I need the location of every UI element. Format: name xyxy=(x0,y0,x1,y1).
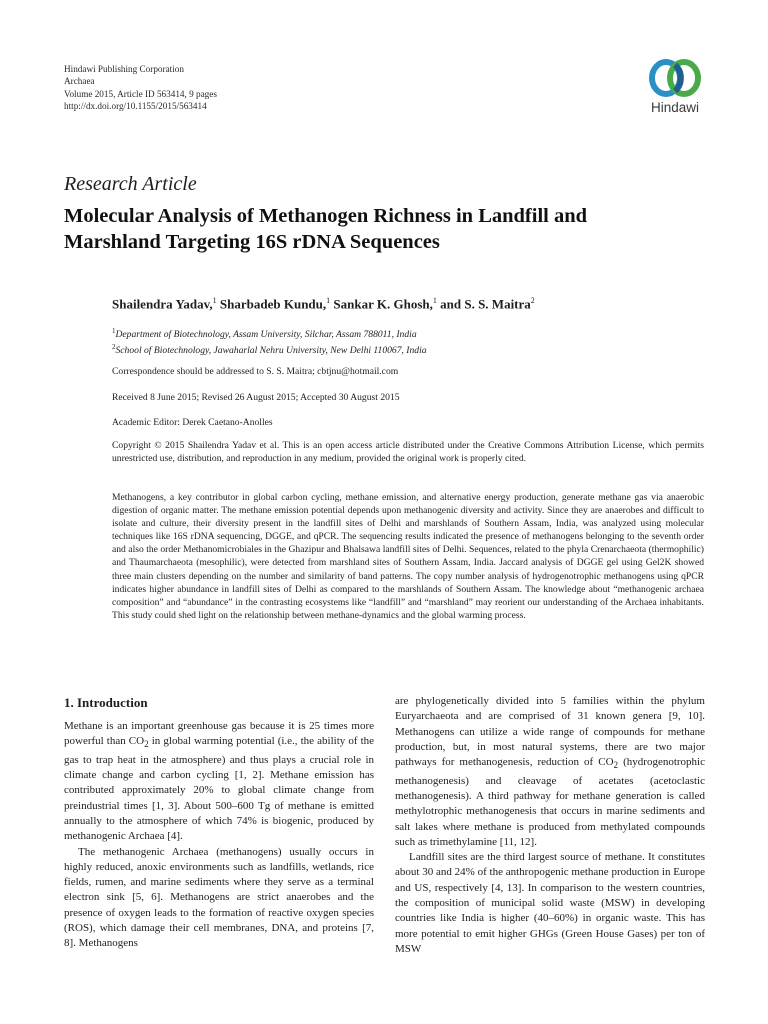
academic-editor: Academic Editor: Derek Caetano-Anolles xyxy=(112,417,273,428)
paragraph-text: (hydrogenotrophic methanogenesis) and cleavage of acetates (acetoclastic methanogenesis). A third pathway for methane generation is called methylotrophic methanogenesis that occurs in marine sediments and salt lakes where methane is produced from methylated compounds such as trimethylamine [11, 12]. xyxy=(395,756,705,848)
journal-header xyxy=(64,63,217,113)
affil-text: Department of Biotechnology, Assam University, Silchar, Assam 788011, India xyxy=(115,329,417,341)
left-column xyxy=(64,694,374,952)
paragraph-text: Methane is an important greenhouse gas because it is 25 times more powerful than CO xyxy=(64,720,374,748)
author-affil-mark: 2 xyxy=(530,296,535,305)
hindawi-logo-icon xyxy=(632,56,718,100)
correspondence: Correspondence should be addressed to S. S. Maitra; cbtjnu@hotmail.com xyxy=(112,366,399,377)
article-dates: Received 8 June 2015; Revised 26 August 2015; Accepted 30 August 2015 xyxy=(112,392,400,403)
author-list xyxy=(112,296,535,312)
affiliations xyxy=(112,325,427,357)
author-affil-mark: 1 xyxy=(212,296,217,305)
affil-text: School of Biotechnology, Jawaharlal Nehru University, New Delhi 110067, India xyxy=(115,345,427,357)
affiliation xyxy=(112,325,427,341)
author-affil-mark: 1 xyxy=(326,296,331,305)
paragraph: The methanogenic Archaea (methanogens) usually occurs in highly reduced, anoxic environments such as landfills, wetlands, rice fields, rumen, and marine sediments where they serve as a terminal electron sink [5, 6]. Methanogens are strict anaerobes and the presence of oxygen leads to the formation of reactive oxygen species (ROS), which damage their cell membranes, DNA, and proteins [7, 8]. Methanogens xyxy=(64,845,374,950)
publisher-name: Hindawi Publishing Corporation xyxy=(64,64,184,74)
subscript: 2 xyxy=(613,760,619,771)
article-title xyxy=(64,203,714,255)
title-line: Marshland Targeting 16S rDNA Sequences xyxy=(64,231,440,253)
paragraph-text: in global warming potential (i.e., the ability of the gas to trap heat in the atmosphere) and thus plays a crucial role in climate change and carbon cycling [1, 2]. Methane emission has contributed approximately 20% to global climate change from preindustrial times [1, 3]. About 500–600 Tg of methane is emitted annually to the atmosphere of which 74% is biogenic, produced by methanogenic Archaea [4]. xyxy=(64,735,375,843)
journal-name: Archaea xyxy=(64,76,95,87)
author-name: and S. S. Maitra xyxy=(440,296,531,312)
article-type: Research Article xyxy=(64,173,197,195)
title-line: Molecular Analysis of Methanogen Richness in Landfill and xyxy=(64,205,588,227)
subscript: 2 xyxy=(144,739,149,750)
right-column xyxy=(395,694,705,957)
paragraph-text: are phylogenetically divided into 5 families within the phylum Euryarchaeota and are comprised of 31 known genera [9, 10]. Methanogens can utilize a wide range of compounds for methane production, but, in most natural systems, there are two major pathways for methanogenesis, reduction of CO xyxy=(395,695,705,769)
paragraph xyxy=(64,719,374,845)
author-name: Shailendra Yadav, xyxy=(112,296,213,312)
section-heading: 1. Introduction xyxy=(64,695,148,710)
abstract: Methanogens, a key contributor in global carbon cycling, methane emission, and alternative energy production, generate methane gas via anaerobic digestion of organic matter. The methane emission potential depends upon methanogenic diversity and activity. Since they are anaerobes and difficult to isolate and culture, their diversity present in the landfill sites of Delhi and marshlands of Southern Assam, India, was analyzed using molecular techniques like 16S rDNA sequencing, DGGE, and qPCR. The sequencing results indicated the presence of methanogens belonging to the seventh order and also the order Methanomicrobiales in the Ghazipur and Bhalsawa landfill sites of Delhi. Sequences, related to the phyla Crenarchaeota (thermophilic) and Thaumarchaeota (mesophilic), were detected from marshland sites of Southern Assam, India. Jaccard analysis of DGGE gel using Gel2K showed three main clusters depending on the number and similarity of band patterns. The copy number analysis of hydrogenotrophic methanogens using qPCR indicates higher abundance in landfill sites of Delhi as compared to the marshlands of Southern Assam. The knowledge about “methanogenic archaea composition” and “abundance” in the contrasting ecosystems like “landfill” and “marshland” may reorient our understanding of the Archaea inhabitants. This study could shed light on the relationship between methane-dynamics and the global warming process. xyxy=(112,492,704,621)
affil-mark: 2 xyxy=(112,343,116,352)
author-name: Sankar K. Ghosh, xyxy=(333,296,433,312)
paragraph xyxy=(395,694,705,850)
hindawi-logo xyxy=(632,56,718,116)
doi-link[interactable]: http://dx.doi.org/10.1155/2015/563414 xyxy=(64,101,207,112)
volume-line: Volume 2015, Article ID 563414, 9 pages xyxy=(64,88,217,99)
author-name: Sharbadeb Kundu, xyxy=(219,296,327,312)
paragraph: Landfill sites are the third largest source of methane. It constitutes about 30 and 24% of the anthropogenic methane production in Europe and US, respectively [4, 13]. In comparison to the western countries, the composition of municipal solid waste (MSW) in developing countries like India is higher (40–60%) in organic waste. This has more potential to emit higher GHGs (Green House Gases) per ton of MSW xyxy=(395,851,705,955)
logo-text: Hindawi xyxy=(650,100,700,115)
affil-mark: 1 xyxy=(112,327,116,335)
affiliation xyxy=(112,341,427,357)
author-affil-mark: 1 xyxy=(432,296,437,305)
copyright-notice: Copyright © 2015 Shailendra Yadav et al. This is an open access article distributed under the Creative Commons Attribution License, which permits unrestricted use, distribution, and reproduction in any medium, provided the original work is properly cited. xyxy=(112,440,704,465)
